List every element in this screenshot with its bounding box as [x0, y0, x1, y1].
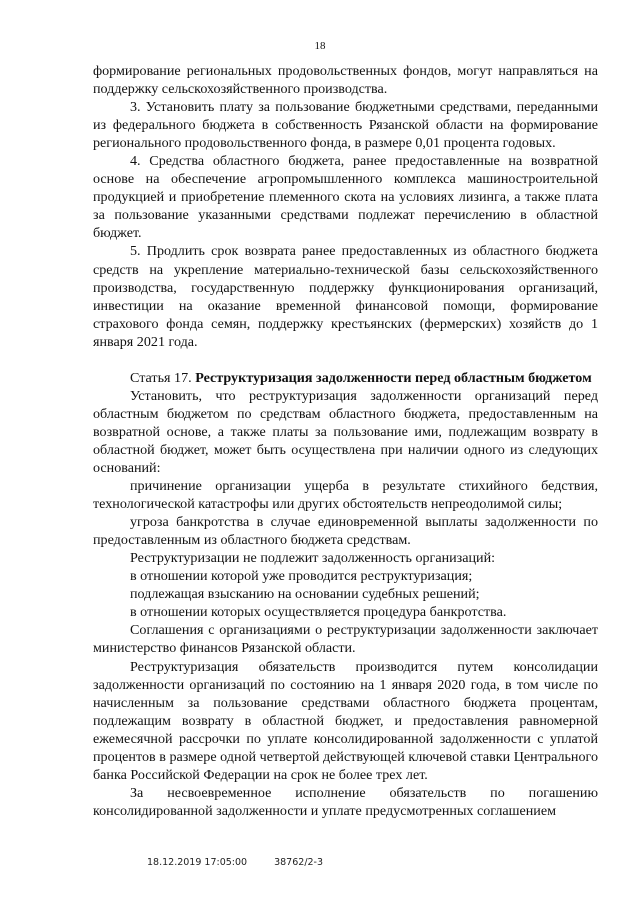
page-number: 18: [314, 40, 326, 52]
footer: [147, 857, 323, 868]
article-title: Реструктуризация задолженности перед областным бюджетом: [195, 369, 592, 386]
article-label: Статья 17.: [130, 369, 192, 386]
paragraph: причинение организации ущерба в результате стихийного бедствия, технологической катастрофы или других обстоятельств непреодолимой силы;: [93, 478, 598, 513]
footer-doc-id: 38762/2-3: [274, 857, 324, 868]
paragraph-item-5: 5. Продлить срок возврата ранее предоставленных из областного бюджета средств на укрепление материально-технической базы сельскохозяйственного производства, государственную поддержку функционирования организаций, инвестиции на оказание временной финансовой помощи, формирование страхового фонда семян, поддержку крестьянских (фермерских) хозяйств до 1 января 2021 года.: [93, 243, 598, 350]
paragraph: в отношении которой уже проводится реструктуризация;: [130, 568, 473, 585]
paragraph-continuation: формирование региональных продовольственных фондов, могут направляться на поддержку сельскохозяйственного производства.: [93, 63, 598, 98]
document-body: [93, 62, 598, 820]
footer-timestamp: 18.12.2019 17:05:00: [147, 857, 248, 868]
paragraph-item-3: 3. Установить плату за пользование бюджетными средствами, переданными из федерального бюджета в собственность Рязанской области на формирование регионального продовольственного фонда, в размере 0,01 процента годовых.: [93, 99, 598, 152]
paragraph: Установить, что реструктуризация задолженности организаций перед областным бюджетом по средствам областного бюджета, предоставленным на возвратной основе, а также платы за пользование ими, подлежащим возврату в областной бюджет, может быть осуществлена при наличии одного из следующих оснований:: [93, 387, 598, 476]
paragraph-item-4: 4. Средства областного бюджета, ранее предоставленные на возвратной основе на обеспечение агропромышленного комплекса машиностроительной продукцией и приобретение племенного скота на условиях лизинга, а также плата за пользование указанными средствами подлежат перечислению в областной бюджет.: [93, 153, 598, 242]
paragraph: угроза банкротства в случае единовременной выплаты задолженности по предоставленным из областного бюджета средствам.: [93, 514, 598, 549]
paragraph: Реструктуризации не подлежит задолженность организаций:: [130, 550, 496, 567]
paragraph: в отношении которых осуществляется процедура банкротства.: [130, 604, 507, 621]
article-heading: [93, 369, 598, 387]
paragraph: Соглашения с организациями о реструктуризации задолженности заключает министерство финансов Рязанской области.: [93, 622, 598, 657]
paragraph: подлежащая взысканию на основании судебных решений;: [130, 586, 480, 603]
paragraph: За несвоевременное исполнение обязательств по погашению консолидированной задолженности и уплате предусмотренных соглашением: [93, 784, 598, 819]
paragraph: Реструктуризация обязательств производится путем консолидации задолженности организаций по состоянию на 1 января 2020 года, в том числе по начисленным за пользование средствами областного бюджета процентам, подлежащим возврату в областной бюджет, и предоставления равномерной ежемесячной рассрочки по уплате консолидированной задолженности с уплатой процентов в размере одной четвертой действующей ключевой ставки Центрального банка Российской Федерации на срок не более трех лет.: [93, 658, 598, 783]
